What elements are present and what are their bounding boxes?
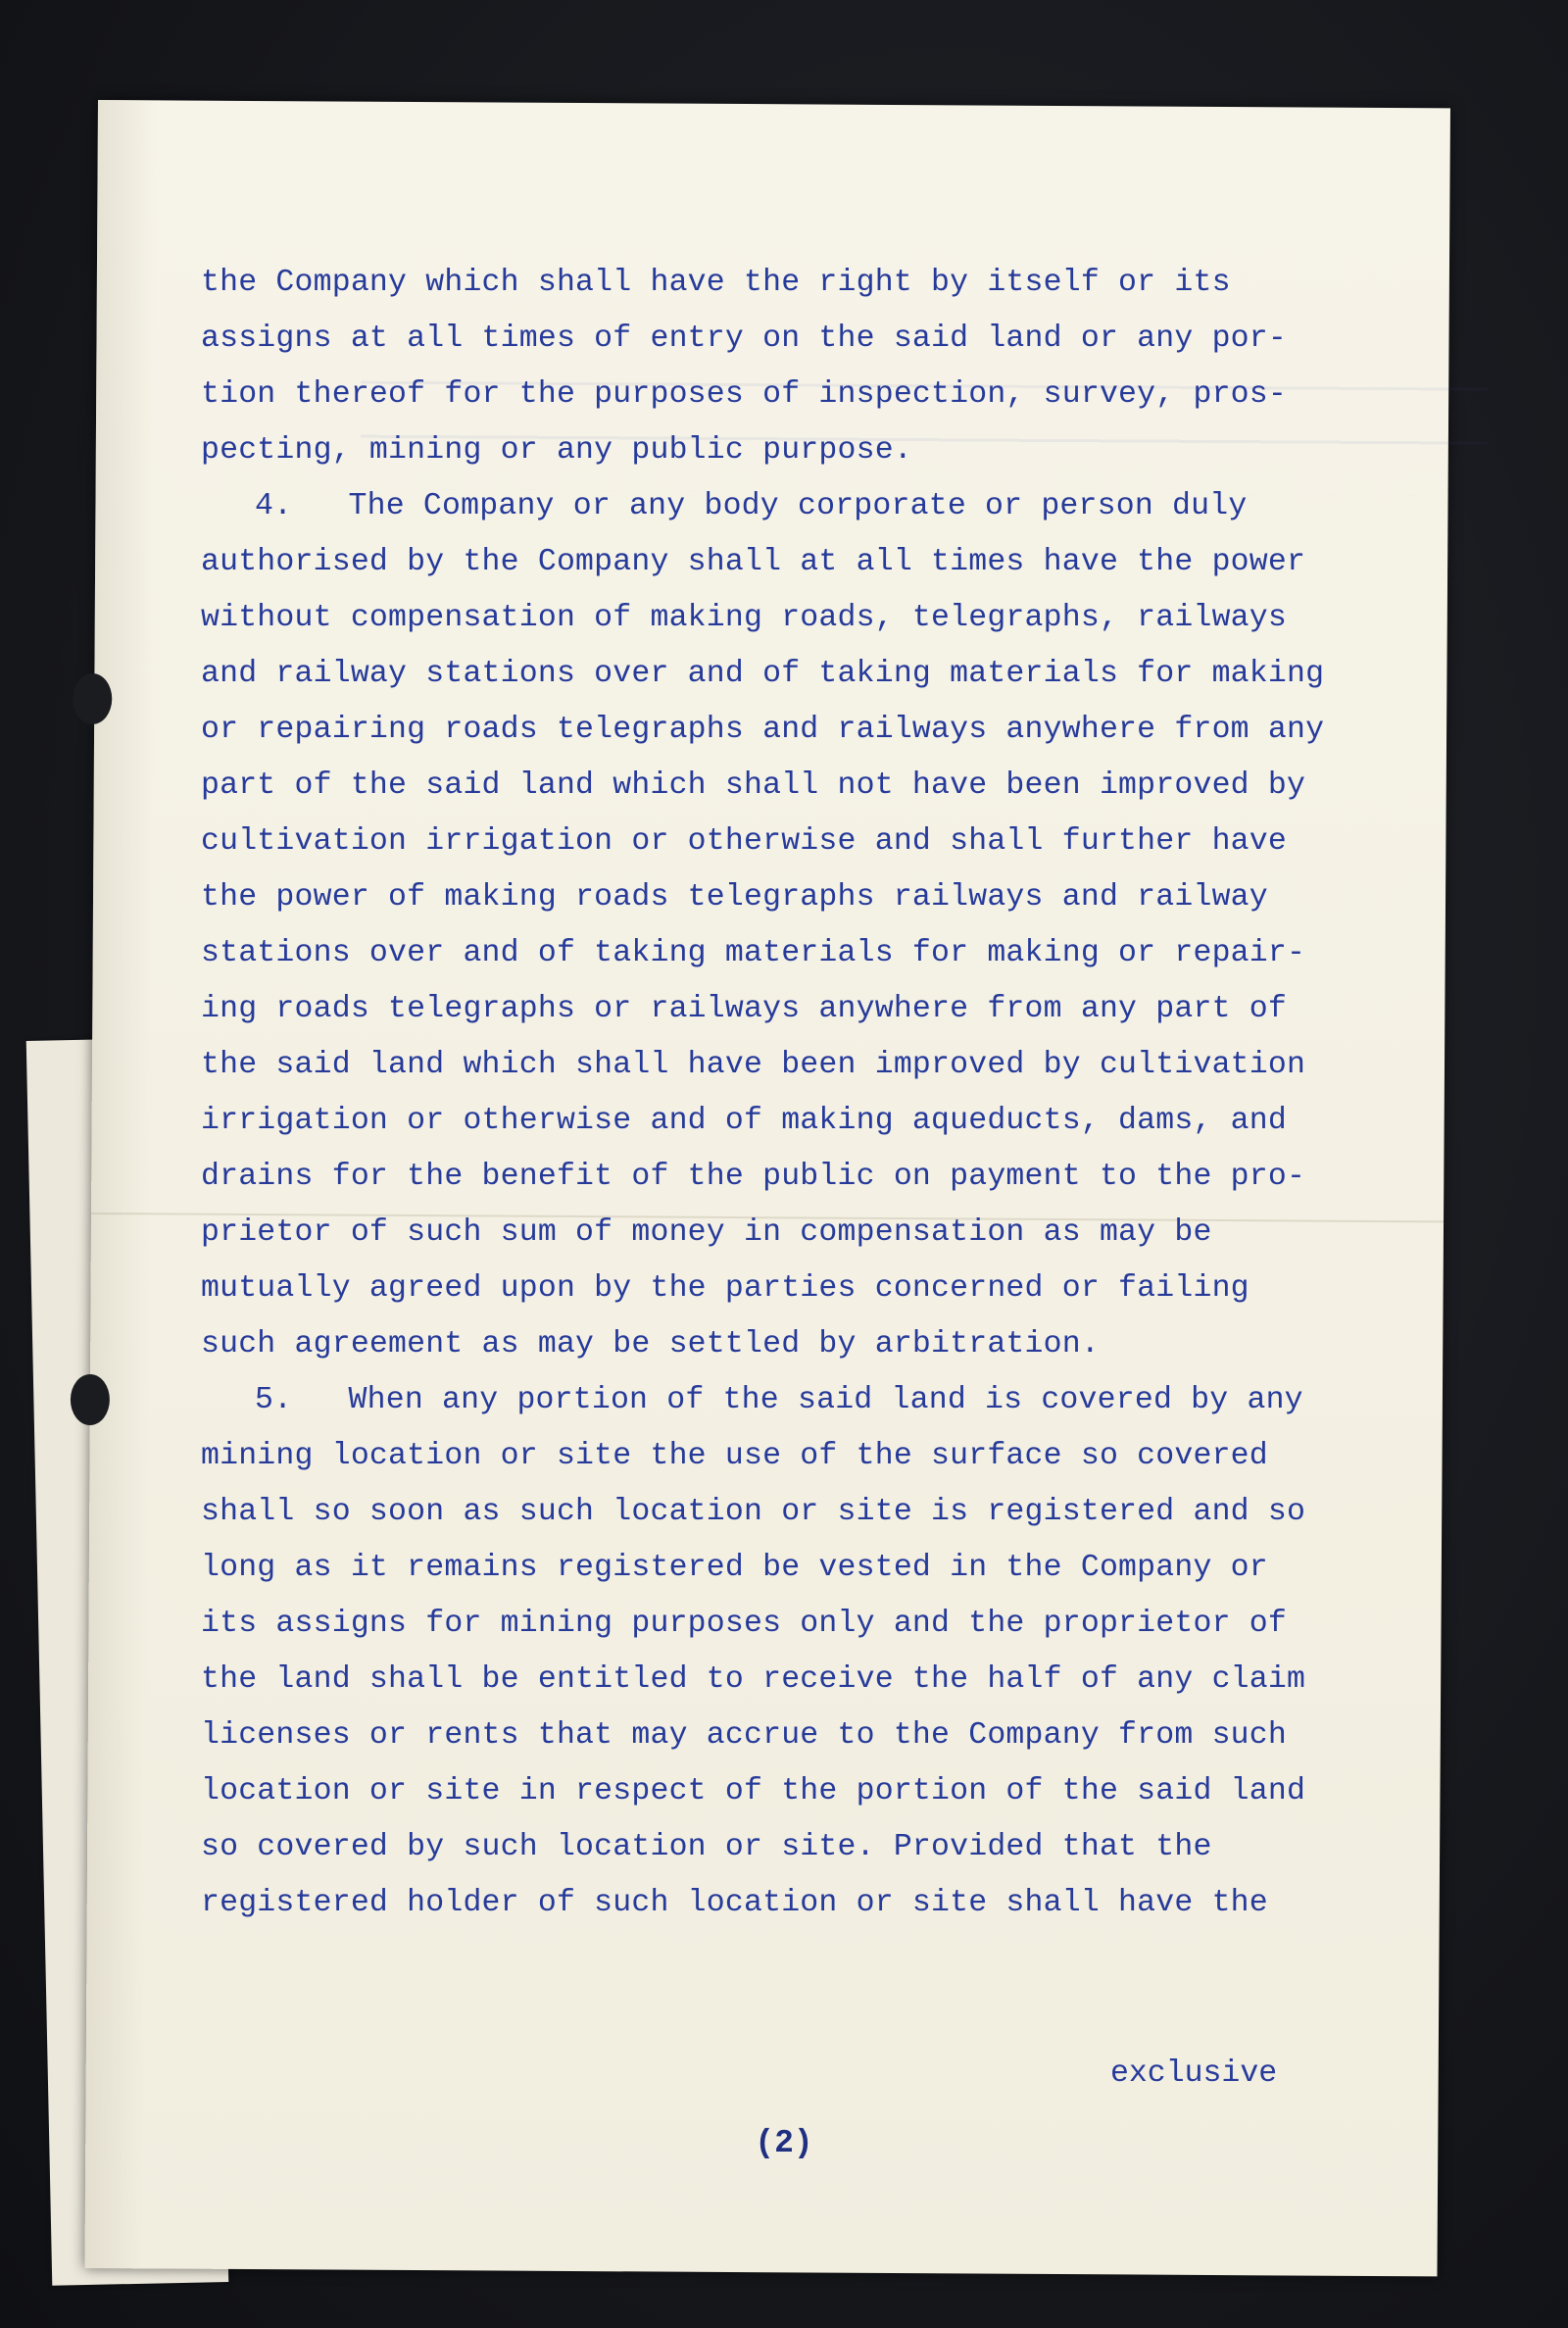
text-line: long as it remains registered be vested in the Company or (201, 1551, 1268, 1585)
text-line: or repairing roads telegraphs and railways anywhere from any (201, 713, 1325, 747)
text-line: the power of making roads telegraphs railways and railway (201, 880, 1268, 915)
text-line: the Company which shall have the right by itself or its (201, 266, 1231, 300)
text-line: licenses or rents that may accrue to the Company from such (201, 1718, 1287, 1753)
typed-text-body (201, 255, 1436, 1931)
text-line: irrigation or otherwise and of making aqueducts, dams, and (201, 1104, 1287, 1138)
text-line: the said land which shall have been improved by cultivation (201, 1048, 1306, 1082)
text-line: ing roads telegraphs or railways anywhere from any part of (201, 992, 1287, 1026)
text-line: its assigns for mining purposes only and the proprietor of (201, 1607, 1287, 1641)
catchword: exclusive (1110, 2056, 1278, 2091)
paragraph-4-start: 4. The Company or any body corporate or person duly (255, 489, 1248, 523)
text-line: prietor of such sum of money in compensation as may be (201, 1215, 1212, 1250)
text-line: and railway stations over and of taking materials for making (201, 657, 1325, 691)
text-line: mining location or site the use of the surface so covered (201, 1439, 1268, 1473)
text-line: mutually agreed upon by the parties concerned or failing (201, 1271, 1250, 1306)
text-line: stations over and of taking materials for making or repair- (201, 936, 1306, 970)
text-line: part of the said land which shall not have been improved by (201, 768, 1306, 803)
punch-hole (73, 673, 112, 724)
text-line: cultivation irrigation or otherwise and shall further have (201, 824, 1287, 859)
text-line: assigns at all times of entry on the said land or any por- (201, 322, 1287, 356)
page-number: (2) (755, 2125, 813, 2161)
text-line: without compensation of making roads, telegraphs, railways (201, 601, 1287, 635)
text-line: pecting, mining or any public purpose. (201, 433, 912, 468)
text-line: location or site in respect of the portion of the said land (201, 1774, 1306, 1808)
text-line: such agreement as may be settled by arbitration. (201, 1327, 1100, 1362)
punch-hole (71, 1374, 110, 1425)
text-line: registered holder of such location or site shall have the (201, 1886, 1268, 1920)
text-line: shall so soon as such location or site is registered and so (201, 1495, 1306, 1529)
text-line: tion thereof for the purposes of inspection, survey, pros- (201, 377, 1287, 412)
text-line: authorised by the Company shall at all times have the power (201, 545, 1306, 579)
text-line: drains for the benefit of the public on payment to the pro- (201, 1160, 1306, 1194)
text-line: so covered by such location or site. Provided that the (201, 1830, 1212, 1864)
paragraph-5-start: 5. When any portion of the said land is covered by any (255, 1383, 1303, 1417)
text-line: the land shall be entitled to receive the half of any claim (201, 1662, 1306, 1697)
